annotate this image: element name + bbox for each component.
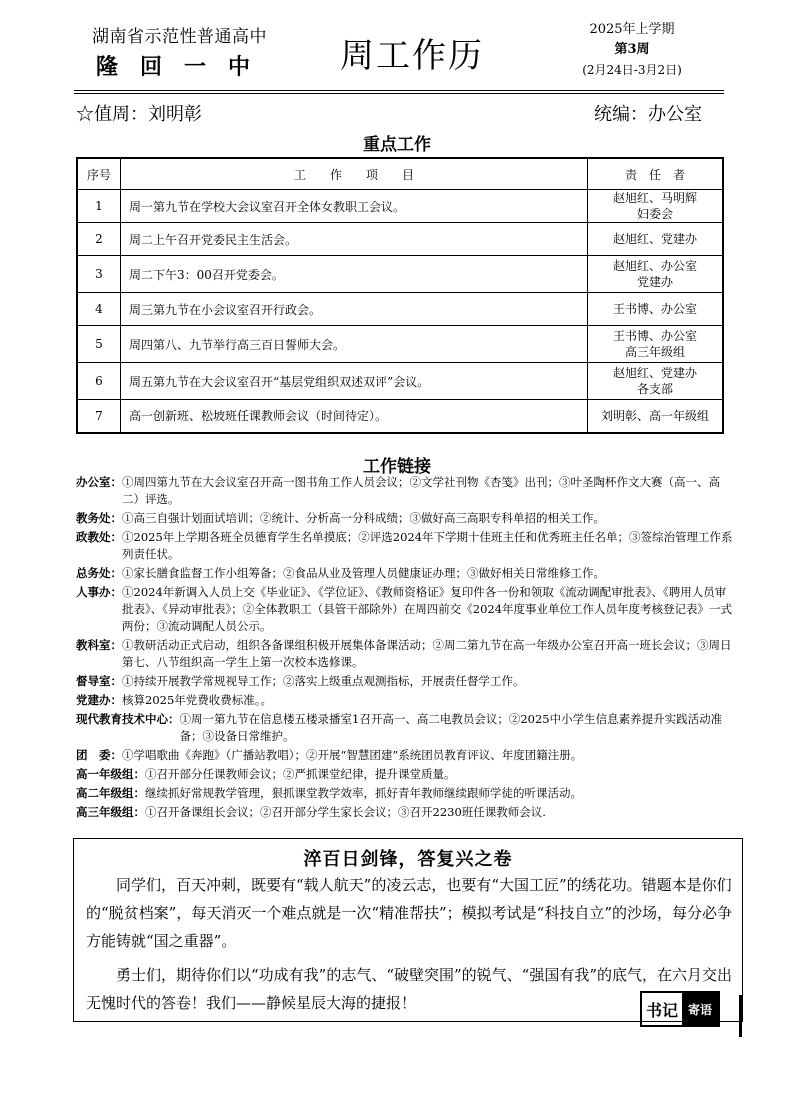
row-item: 周二下午3：00召开党委会。 xyxy=(121,256,588,293)
link-text: ①家长膳食监督工作小组筹备；②食品从业及管理人员健康证办理；③做好相关日常维修工作。 xyxy=(122,566,605,580)
link-item xyxy=(76,529,736,563)
row-item: 周二上午召开党委民主生活会。 xyxy=(121,223,588,256)
row-item: 周四第八、九节举行高三百日誓师大会。 xyxy=(121,326,588,363)
row-number: 7 xyxy=(77,400,121,433)
badge-label: 书记 xyxy=(646,1000,679,1020)
link-text: ①高三自强计划面试培训；②统计、分析高一分科成绩；③做好高三高职专科单招的相关工作。 xyxy=(122,511,605,525)
link-item xyxy=(76,474,736,508)
term-label: 2025年上学期 xyxy=(589,22,675,37)
link-text: ①周一第九节在信息楼五楼录播室1召开高一、高二电教员会议；②2025中小学生信息素养提升实践活动准备；③设备日常维护。 xyxy=(179,712,723,743)
link-item xyxy=(76,747,736,764)
link-item xyxy=(76,785,736,802)
secretary-message-badge xyxy=(640,991,720,1027)
link-item xyxy=(76,804,736,821)
message-paragraph-2: 勇士们，期待你们以“功成有我”的志气、“破壁突围”的锐气、“强国有我”的底气，在六月交出无愧时代的答卷！我们——静候星辰大海的捷报！ xyxy=(86,966,733,1012)
message-paragraph-1: 同学们，百天冲刺，既要有“载人航天”的凌云志，也要有“大国工匠”的绣花功。错题本是你们的“脱贫档案”，每天消灭一个难点就是一次“精准帮扶”；模拟考试是“科技自立”的沙场，每分必争方能铸就“国之重器”。 xyxy=(86,876,733,950)
link-text: ①学唱歌曲《奔跑》（广播站教唱）；②开展“智慧团建”系统团员教育评议、年度团籍注册。 xyxy=(122,748,583,762)
link-text: ①持续开展教学常规视导工作；②落实上级重点观测指标，开展责任督学工作。 xyxy=(122,674,525,688)
link-item xyxy=(76,637,736,671)
key-work-table xyxy=(76,157,724,434)
link-text: ①教研活动正式启动，组织各备课组积极开展集体备课活动；②周二第九节在高一年级办公室召开高一班长会议；③周日第七、八节组织高一学生上第一次校本选修课。 xyxy=(122,638,732,669)
link-dept: 现代教育技术中心： xyxy=(76,712,180,726)
link-dept: 督导室： xyxy=(76,674,122,688)
duty-person: ☆值周：刘明彰 xyxy=(76,104,202,125)
row-number: 1 xyxy=(77,190,121,223)
message-text xyxy=(86,871,734,1023)
table-row xyxy=(77,223,723,256)
col-header-no: 序号 xyxy=(77,158,121,190)
table-row xyxy=(77,326,723,363)
table-row xyxy=(77,256,723,293)
link-item xyxy=(76,692,736,709)
link-text: ①召开部分任课教师会议；②严抓课堂纪律，提升课堂质量。 xyxy=(145,767,456,781)
message-box xyxy=(73,838,743,1022)
message-title: 淬百日剑锋，答复兴之卷 xyxy=(303,849,513,870)
link-text: 核算2025年党费收费标准。。 xyxy=(122,693,273,707)
row-owner: 赵旭红、办公室 党建办 xyxy=(588,256,724,293)
row-owner: 刘明彰、高一年级组 xyxy=(588,400,724,433)
date-range: (2月24日-3月2日) xyxy=(582,63,682,77)
links-list xyxy=(76,474,736,823)
link-dept: 高一年级组： xyxy=(76,767,145,781)
row-owner: 赵旭红、马明辉 妇委会 xyxy=(588,190,724,223)
col-header-owner: 责 任 者 xyxy=(588,158,724,190)
row-item: 高一创新班、松坡班任课教师会议（时间待定）。 xyxy=(121,400,588,433)
row-number: 4 xyxy=(77,293,121,326)
row-owner: 赵旭红、党建办 xyxy=(588,223,724,256)
key-work-title: 重点工作 xyxy=(363,135,431,155)
link-item xyxy=(76,673,736,690)
header-rule-2 xyxy=(74,93,724,94)
link-dept: 党建办： xyxy=(76,693,122,707)
table-row xyxy=(77,190,723,223)
page-title: 周工作历 xyxy=(340,36,484,76)
table-header-row xyxy=(77,158,723,190)
row-owner: 王书博、办公室 高三年级组 xyxy=(588,326,724,363)
school-name: 隆回一中 xyxy=(96,54,273,80)
row-owner: 赵旭红、党建办 各支部 xyxy=(588,363,724,400)
row-number: 3 xyxy=(77,256,121,293)
row-number: 6 xyxy=(77,363,121,400)
badge-sublabel: 寄语 xyxy=(682,993,718,1025)
decorative-bar xyxy=(739,995,742,1037)
link-item xyxy=(76,584,736,635)
row-item: 周五第九节在大会议室召开“基层党组织双述双评”会议。 xyxy=(121,363,588,400)
school-line-1: 湖南省示范性普通高中 xyxy=(92,27,267,47)
table-row xyxy=(77,293,723,326)
link-item xyxy=(76,766,736,783)
link-dept: 教务处： xyxy=(76,511,122,525)
link-dept: 高二年级组： xyxy=(76,786,145,800)
links-title: 工作链接 xyxy=(363,457,431,477)
link-dept: 人事办： xyxy=(76,585,122,599)
link-item xyxy=(76,565,736,582)
link-text: ①2024年新调入人员上交《毕业证》、《学位证》、《教师资格证》复印件各一份和领取《流动调配审批表》、《聘用人员审批表》、《异动审批表》；②全体教职工（县管干部除外）在周四前交《2024年度事业单位工作人员年度考核登记表》一式两份；③流动调配人员公示。 xyxy=(122,585,733,633)
table-row xyxy=(77,363,723,400)
link-dept: 总务处： xyxy=(76,566,122,580)
week-label: 第3周 xyxy=(614,42,650,57)
col-header-item: 工 作 项 目 xyxy=(121,158,588,190)
table-row xyxy=(77,400,723,433)
row-item: 周一第九节在学校大会议室召开全体女教职工会议。 xyxy=(121,190,588,223)
link-item xyxy=(76,711,736,745)
row-number: 5 xyxy=(77,326,121,363)
link-dept: 团 委： xyxy=(76,748,122,762)
header-rule xyxy=(74,90,724,91)
link-text: 继续抓好常规教学管理，狠抓课堂教学效率，抓好青年教师继续跟师学徒的听课活动。 xyxy=(145,786,582,800)
row-owner: 王书博、办公室 xyxy=(588,293,724,326)
link-dept: 办公室： xyxy=(76,475,122,489)
link-text: ①2025年上学期各班全员德育学生名单摸底；②评选2024年下学期十佳班主任和优秀班主任名单；③签综治管理工作系列责任状。 xyxy=(122,530,733,561)
row-number: 2 xyxy=(77,223,121,256)
link-dept: 政教处： xyxy=(76,530,122,544)
link-dept: 高三年级组： xyxy=(76,805,145,819)
editor: 统编：办公室 xyxy=(594,104,702,125)
term-info xyxy=(572,20,692,80)
link-text: ①召开备课组长会议；②召开部分学生家长会议；③召开2230班任课教师会议. xyxy=(145,805,546,819)
link-dept: 教科室： xyxy=(76,638,122,652)
row-item: 周三第九节在小会议室召开行政会。 xyxy=(121,293,588,326)
link-item xyxy=(76,510,736,527)
link-text: ①周四第九节在大会议室召开高一图书角工作人员会议；②文学社刊物《杏笺》出刊；③叶圣陶杯作文大赛（高一、高二）评选。 xyxy=(122,475,720,506)
